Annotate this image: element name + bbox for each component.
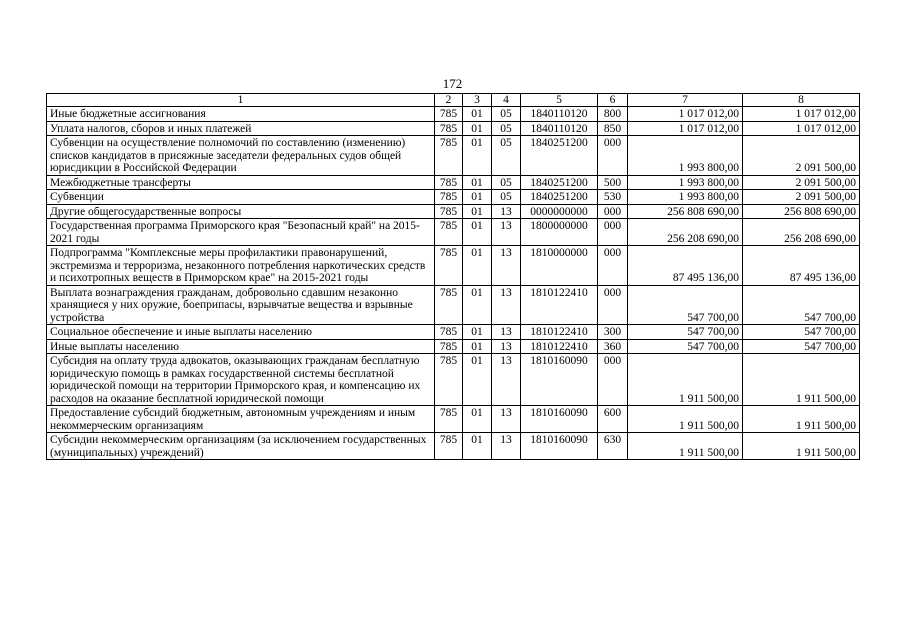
row-target-article-cell: 1810160090: [521, 433, 598, 460]
row-gov-code-cell: 785: [435, 136, 463, 176]
header-cell: 4: [492, 94, 521, 107]
budget-table: [46, 93, 860, 460]
table-row: [47, 339, 860, 354]
row-gov-code-cell: 785: [435, 285, 463, 325]
row-name-cell: Подпрограмма "Комплексные меры профилактики правонарушений, экстремизма и терроризма, незаконного потребления наркотических средств и психотропных веществ в Приморском крае" на 2015-2021 годы: [47, 246, 435, 286]
row-subsection-cell: 13: [492, 325, 521, 340]
row-section-cell: 01: [463, 339, 492, 354]
row-subsection-cell: 13: [492, 339, 521, 354]
row-subsection-cell: 05: [492, 107, 521, 122]
table-row: [47, 219, 860, 246]
row-expense-type-cell: 800: [598, 107, 628, 122]
table-header-row: [47, 94, 860, 107]
row-target-article-cell: 0000000000: [521, 204, 598, 219]
row-amount-col8-cell: 1 017 012,00: [743, 107, 860, 122]
row-amount-col7-cell: 1 993 800,00: [628, 175, 743, 190]
row-amount-col8-cell: 1 911 500,00: [743, 433, 860, 460]
table-row: [47, 121, 860, 136]
table-row: [47, 433, 860, 460]
row-section-cell: 01: [463, 406, 492, 433]
row-amount-col7-cell: 1 911 500,00: [628, 354, 743, 406]
row-expense-type-cell: 630: [598, 433, 628, 460]
row-gov-code-cell: 785: [435, 354, 463, 406]
row-expense-type-cell: 000: [598, 219, 628, 246]
row-target-article-cell: 1840251200: [521, 190, 598, 205]
row-amount-col7-cell: 87 495 136,00: [628, 246, 743, 286]
row-target-article-cell: 1840251200: [521, 175, 598, 190]
row-target-article-cell: 1810122410: [521, 285, 598, 325]
table-row: [47, 136, 860, 176]
table-row: [47, 204, 860, 219]
table-row: [47, 175, 860, 190]
row-subsection-cell: 13: [492, 204, 521, 219]
row-gov-code-cell: 785: [435, 246, 463, 286]
row-amount-col8-cell: 1 911 500,00: [743, 406, 860, 433]
row-name-cell: Уплата налогов, сборов и иных платежей: [47, 121, 435, 136]
row-gov-code-cell: 785: [435, 190, 463, 205]
row-section-cell: 01: [463, 136, 492, 176]
row-expense-type-cell: 000: [598, 136, 628, 176]
row-section-cell: 01: [463, 246, 492, 286]
row-section-cell: 01: [463, 285, 492, 325]
table-row: [47, 190, 860, 205]
row-name-cell: Социальное обеспечение и иные выплаты населению: [47, 325, 435, 340]
header-cell: 2: [435, 94, 463, 107]
row-gov-code-cell: 785: [435, 325, 463, 340]
row-subsection-cell: 13: [492, 354, 521, 406]
row-amount-col8-cell: 256 808 690,00: [743, 204, 860, 219]
header-cell: 5: [521, 94, 598, 107]
row-target-article-cell: 1810160090: [521, 406, 598, 433]
row-gov-code-cell: 785: [435, 219, 463, 246]
row-subsection-cell: 13: [492, 246, 521, 286]
row-target-article-cell: 1810000000: [521, 246, 598, 286]
row-amount-col7-cell: 256 208 690,00: [628, 219, 743, 246]
table-row: [47, 406, 860, 433]
row-amount-col8-cell: 547 700,00: [743, 325, 860, 340]
row-subsection-cell: 13: [492, 406, 521, 433]
row-amount-col7-cell: 547 700,00: [628, 285, 743, 325]
row-name-cell: Субвенции: [47, 190, 435, 205]
row-section-cell: 01: [463, 325, 492, 340]
row-amount-col7-cell: 1 993 800,00: [628, 136, 743, 176]
row-name-cell: Иные выплаты населению: [47, 339, 435, 354]
table-row: [47, 246, 860, 286]
row-section-cell: 01: [463, 190, 492, 205]
row-section-cell: 01: [463, 433, 492, 460]
row-amount-col7-cell: 1 017 012,00: [628, 107, 743, 122]
row-subsection-cell: 13: [492, 285, 521, 325]
row-amount-col8-cell: 2 091 500,00: [743, 190, 860, 205]
row-amount-col7-cell: 1 911 500,00: [628, 406, 743, 433]
row-amount-col8-cell: 1 017 012,00: [743, 121, 860, 136]
row-amount-col7-cell: 547 700,00: [628, 339, 743, 354]
row-expense-type-cell: 360: [598, 339, 628, 354]
row-name-cell: Иные бюджетные ассигнования: [47, 107, 435, 122]
row-amount-col7-cell: 1 993 800,00: [628, 190, 743, 205]
row-name-cell: Другие общегосударственные вопросы: [47, 204, 435, 219]
header-cell: 3: [463, 94, 492, 107]
row-amount-col7-cell: 1 911 500,00: [628, 433, 743, 460]
row-amount-col8-cell: 2 091 500,00: [743, 175, 860, 190]
row-section-cell: 01: [463, 175, 492, 190]
row-subsection-cell: 05: [492, 121, 521, 136]
row-expense-type-cell: 000: [598, 204, 628, 219]
row-gov-code-cell: 785: [435, 406, 463, 433]
header-cell: 8: [743, 94, 860, 107]
row-name-cell: Субсидии некоммерческим организациям (за исключением государственных (муниципальных) учреждений): [47, 433, 435, 460]
row-section-cell: 01: [463, 354, 492, 406]
row-gov-code-cell: 785: [435, 433, 463, 460]
row-name-cell: Субсидия на оплату труда адвокатов, оказывающих гражданам бесплатную юридическую помощь в рамках государственной системы бесплатной юридической помощи на территории Приморского края, и компенсацию их расходов на оказание бесплатной юридической помощи: [47, 354, 435, 406]
row-expense-type-cell: 500: [598, 175, 628, 190]
row-section-cell: 01: [463, 121, 492, 136]
row-target-article-cell: 1800000000: [521, 219, 598, 246]
row-target-article-cell: 1840110120: [521, 107, 598, 122]
row-name-cell: Предоставление субсидий бюджетным, автономным учреждениям и иным некоммерческим организациям: [47, 406, 435, 433]
row-amount-col7-cell: 256 808 690,00: [628, 204, 743, 219]
row-expense-type-cell: 850: [598, 121, 628, 136]
row-gov-code-cell: 785: [435, 339, 463, 354]
row-gov-code-cell: 785: [435, 204, 463, 219]
table-row: [47, 285, 860, 325]
row-amount-col8-cell: 2 091 500,00: [743, 136, 860, 176]
row-name-cell: Выплата вознаграждения гражданам, добровольно сдавшим незаконно хранящиеся у них оружие, боеприпасы, взрывчатые вещества и взрывные устройства: [47, 285, 435, 325]
header-cell: 6: [598, 94, 628, 107]
row-expense-type-cell: 530: [598, 190, 628, 205]
row-subsection-cell: 05: [492, 190, 521, 205]
row-gov-code-cell: 785: [435, 121, 463, 136]
header-cell: 1: [47, 94, 435, 107]
row-amount-col8-cell: 256 208 690,00: [743, 219, 860, 246]
row-expense-type-cell: 000: [598, 285, 628, 325]
row-target-article-cell: 1840110120: [521, 121, 598, 136]
header-cell: 7: [628, 94, 743, 107]
row-expense-type-cell: 000: [598, 354, 628, 406]
row-target-article-cell: 1810122410: [521, 325, 598, 340]
row-target-article-cell: 1840251200: [521, 136, 598, 176]
row-amount-col7-cell: 1 017 012,00: [628, 121, 743, 136]
row-section-cell: 01: [463, 219, 492, 246]
row-amount-col7-cell: 547 700,00: [628, 325, 743, 340]
row-subsection-cell: 05: [492, 175, 521, 190]
row-target-article-cell: 1810122410: [521, 339, 598, 354]
row-name-cell: Субвенции на осуществление полномочий по составлению (изменению) списков кандидатов в присяжные заседатели федеральных судов общей юрисдикции в Российской Федерации: [47, 136, 435, 176]
table-row: [47, 354, 860, 406]
row-expense-type-cell: 300: [598, 325, 628, 340]
row-subsection-cell: 05: [492, 136, 521, 176]
page-number: 172: [442, 76, 463, 91]
row-amount-col8-cell: 1 911 500,00: [743, 354, 860, 406]
row-amount-col8-cell: 87 495 136,00: [743, 246, 860, 286]
row-expense-type-cell: 600: [598, 406, 628, 433]
row-subsection-cell: 13: [492, 433, 521, 460]
row-section-cell: 01: [463, 107, 492, 122]
row-amount-col8-cell: 547 700,00: [743, 285, 860, 325]
table-row: [47, 107, 860, 122]
table-row: [47, 325, 860, 340]
row-name-cell: Государственная программа Приморского края "Безопасный край" на 2015-2021 годы: [47, 219, 435, 246]
row-amount-col8-cell: 547 700,00: [743, 339, 860, 354]
row-gov-code-cell: 785: [435, 175, 463, 190]
row-target-article-cell: 1810160090: [521, 354, 598, 406]
row-name-cell: Межбюджетные трансферты: [47, 175, 435, 190]
row-expense-type-cell: 000: [598, 246, 628, 286]
row-section-cell: 01: [463, 204, 492, 219]
row-subsection-cell: 13: [492, 219, 521, 246]
row-gov-code-cell: 785: [435, 107, 463, 122]
